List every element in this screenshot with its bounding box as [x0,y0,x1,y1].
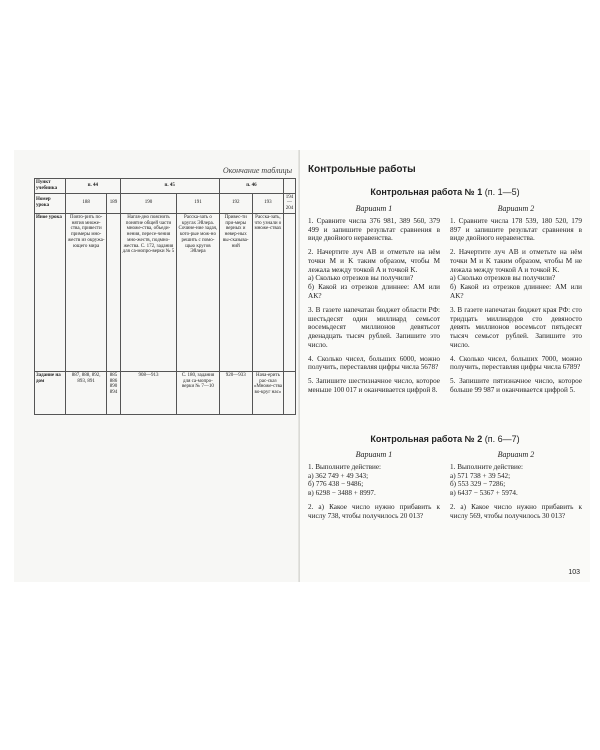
section-title: Контрольные работы [308,164,416,175]
table-cell: 920—933 [219,371,252,414]
task: 2. Начертите луч AB и отметьте на нём точки M и K таким образом, чтобы M не лежала между точкой A и точкой K. а) Сколько отрезков вы получили? б) Какой из отрезков длиннее: AM или AK? [450,248,582,300]
task: 2. а) Какое число нужно прибавить к числу 569, чтобы получилось 30 013? [450,502,582,520]
table-row [35,371,296,414]
section-header: п. 44 [66,179,121,194]
table-cell [284,213,296,371]
table-row [35,179,296,194]
lesson-number: 191 [177,193,220,213]
table-cell: Нагля-дно пояснить понятие общей части множе-ства, объеди-нения, пересе-чения мно-жеств, подмно-жества. С. 172, задания для са-мопро-верки № 5 [120,213,176,371]
table-cell: Повто-рить по-нятия множе-ства, привести примеры мно-жеств из окружа-ющего мира [66,213,107,371]
task: 5. Запишите пятизначное число, которое больше 99 987 и оканчивается цифрой 5. [450,377,582,395]
task: 4. Сколько чисел, больших 7000, можно получить, переставляя цифры числа 6789? [450,354,582,372]
table-cell: Расска-зать о кругах Эйлера. Сочине-ние задач, кото-рые мож-но решить с помо-щью кругов Эйлера [177,213,220,371]
test-2-variant-2 [450,450,582,525]
variant-heading: Вариант 2 [497,450,535,459]
row-header: Задание на дом [35,371,66,414]
lesson-number: 192 [219,193,252,213]
table-row [35,193,296,213]
task: 1. Выполните действие: а) 362 749 + 49 343; б) 776 438 − 9486; в) 6298 − 3488 + 8997. [308,462,382,498]
row-header: Пункт учебника [35,179,66,194]
task: 2. Начертите луч AB и отметьте на нём точки M и K таким образом, чтобы M лежала между точкой A и точкой K. а) Сколько отрезков вы получили? б) Какой из отрезков длиннее: AM или AK? [308,248,440,300]
task: 5. Запишите шестизначное число, которое меньше 100 017 и оканчивается цифрой 8. [308,377,440,395]
variant-heading: Вариант 2 [497,204,535,213]
test-1-title [308,187,582,197]
lesson-number: 189 [107,193,120,213]
table-row [35,213,296,371]
task: 1. Сравните числа 376 981, 389 560, 379 499 и запишите результат сравнения в виде двойного неравенства. [308,216,440,243]
page-number: 103 [568,569,580,576]
continuation-note: Окончание таблицы [222,166,292,175]
variant-heading: Вариант 1 [355,204,393,213]
test-1-name: Контрольная работа № 1 [370,187,483,197]
right-page [300,150,590,582]
test-1-variant-1 [308,204,440,400]
task: 4. Сколько чисел, больших 6000, можно получить, переставляя цифры числа 5678? [308,354,440,372]
task: 2. а) Какое число нужно прибавить к числу 738, чтобы получилось 20 013? [308,502,440,520]
table-cell [107,213,120,371]
test-1-variant-2 [450,204,582,400]
lesson-number: 193 [252,193,283,213]
table-cell: Привес-ти при-меры верных и невер-ных вы-сказыва-ний [219,213,252,371]
section-header: п. 45 [120,179,219,194]
left-page [14,150,300,582]
row-header: Номер урока [35,193,66,213]
lesson-number: 190 [120,193,176,213]
table-cell: 885 886 890 894 [107,371,120,414]
table-cell: 887, 888, 892, 893, 891 [66,371,107,414]
task: 3. В газете напечатан бюджет области РФ: шестьдесят один миллиард семьсот восемьдесят миллионов девятьсот двенадцать тысяч рублей. Запишите это число. [308,305,440,349]
task: 1. Выполните действие: а) 571 738 + 39 542; б) 553 329 − 7286; в) 6437 − 5367 + 5974. [450,462,524,498]
lesson-number: 194—204 [284,193,296,213]
table-cell: Расска-зать, что узнали о множе-ствах [252,213,283,371]
row-header: Иное урока [35,213,66,371]
table-cell: 908—913 [120,371,176,414]
section-header: п. 46 [219,179,283,194]
lesson-number: 188 [66,193,107,213]
variant-heading: Вариант 1 [355,450,393,459]
section-header [284,179,296,194]
test-2-name: Контрольная работа № 2 [370,434,483,444]
table-cell [284,371,296,414]
table-cell: Нача-ерить рас-сказ «Множе-ства во-круг нас» [252,371,283,414]
test-2-title [308,434,582,444]
test-1-paragraphs: (п. 1—5) [484,187,520,197]
test-2-variant-1 [308,450,440,525]
task: 1. Сравните числа 178 539, 180 520, 179 897 и запишите результат сравнения в виде двойного неравенства. [450,216,582,243]
table-cell: С. 180, задания для са-мопро-верки № 7—10 [177,371,220,414]
lesson-plan-table [34,178,296,415]
test-2-paragraphs: (п. 6—7) [484,434,520,444]
task: 3. В газете напечатан бюджет края РФ: сто тридцать миллиардов сто девяносто девять миллионов восемьсот пятьдесят тысяч семьсот рублей. Запишите это число. [450,305,582,349]
